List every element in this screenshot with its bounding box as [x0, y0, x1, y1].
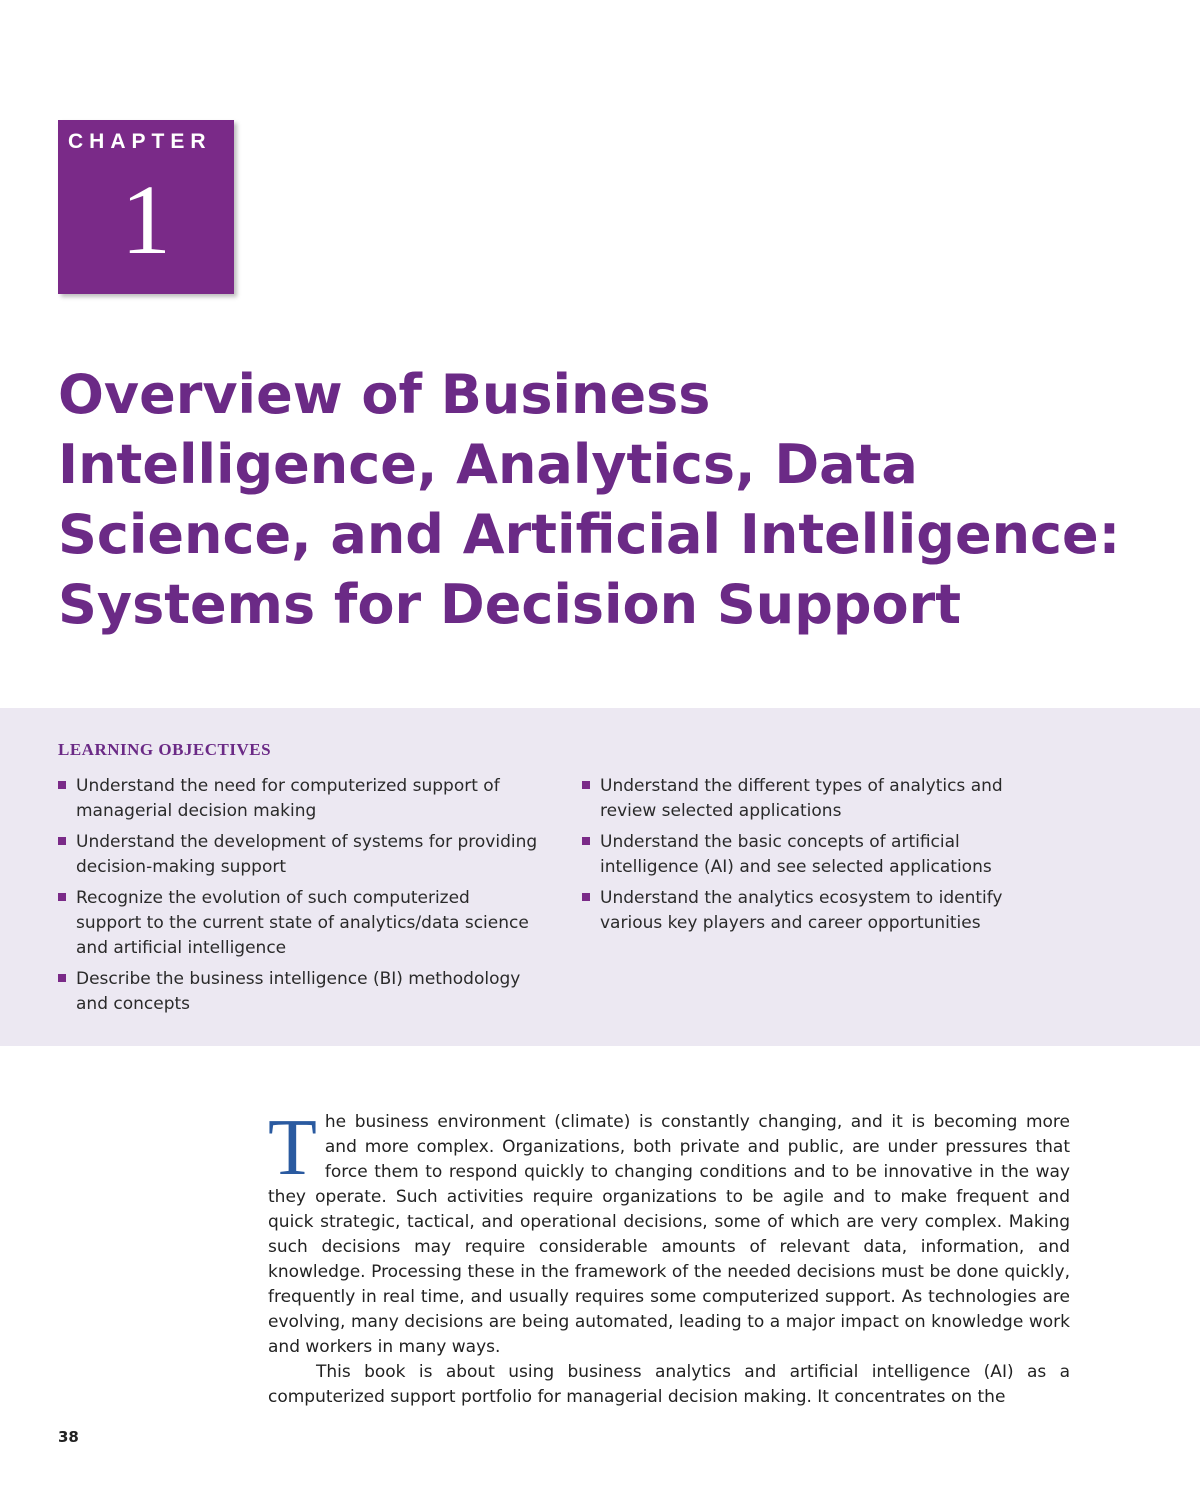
- objectives-left-column: [58, 774, 538, 1023]
- objective-item: [582, 830, 1052, 880]
- objective-item: [582, 886, 1052, 936]
- square-bullet-icon: [582, 837, 590, 845]
- objective-item: [58, 830, 538, 880]
- title-line: Overview of Business: [58, 363, 711, 426]
- objective-text: Describe the business intelligence (BI) methodology and concepts: [76, 969, 521, 1014]
- chapter-number: 1: [121, 164, 171, 275]
- drop-cap: T: [268, 1104, 317, 1192]
- objective-item: [582, 774, 1052, 824]
- square-bullet-icon: [58, 974, 66, 982]
- objectives-right-column: [582, 774, 1052, 942]
- objective-item: [58, 967, 538, 1017]
- chapter-label: CHAPTER: [68, 130, 212, 153]
- objective-text: Understand the different types of analytics and review selected applications: [600, 776, 1003, 821]
- learning-objectives-panel: [0, 708, 1200, 1046]
- body-paragraph: [268, 1104, 1070, 1360]
- body-text: [268, 1104, 1070, 1410]
- page-number: 38: [58, 1428, 79, 1446]
- square-bullet-icon: [582, 893, 590, 901]
- objective-text: Understand the basic concepts of artificial intelligence (AI) and see selected applications: [600, 832, 992, 877]
- learning-objectives-heading: LEARNING OBJECTIVES: [58, 740, 272, 759]
- objective-text: Understand the need for computerized support of managerial decision making: [76, 776, 500, 821]
- objective-text: Understand the development of systems for providing decision-making support: [76, 832, 538, 877]
- square-bullet-icon: [58, 781, 66, 789]
- square-bullet-icon: [582, 781, 590, 789]
- square-bullet-icon: [58, 837, 66, 845]
- body-paragraph: This book is about using business analytics and artificial intelligence (AI) as a computerized support portfolio for managerial decision making. It concentrates on the: [268, 1362, 1070, 1407]
- objective-item: [58, 886, 538, 961]
- objective-text: Recognize the evolution of such computerized support to the current state of analytics/data science and artificial intelligence: [76, 888, 529, 958]
- title-line: Science, and Artificial Intelligence:: [58, 503, 1121, 566]
- objective-item: [58, 774, 538, 824]
- objective-text: Understand the analytics ecosystem to identify various key players and career opportunities: [600, 888, 1003, 933]
- title-line: Intelligence, Analytics, Data: [58, 433, 918, 496]
- title-line: Systems for Decision Support: [58, 573, 962, 636]
- chapter-title: [58, 360, 1158, 640]
- chapter-badge: [58, 120, 234, 294]
- paragraph-text: he business environment (climate) is constantly changing, and it is becoming more and more complex. Organizations, both private and public, are under pressures that force them to respond quickly to changing conditions and to be innovative in the way they operate. Such activities require organizations to be agile and to make frequent and quick strategic, tactical, and operational decisions, some of which are very complex. Making such decisions may require considerable amounts of relevant data, information, and knowledge. Processing these in the framework of the needed decisions must be done quickly, frequently in real time, and usually requires some computerized support. As technologies are evolving, many decisions are being automated, leading to a major impact on knowledge work and workers in many ways.: [268, 1112, 1070, 1357]
- square-bullet-icon: [58, 893, 66, 901]
